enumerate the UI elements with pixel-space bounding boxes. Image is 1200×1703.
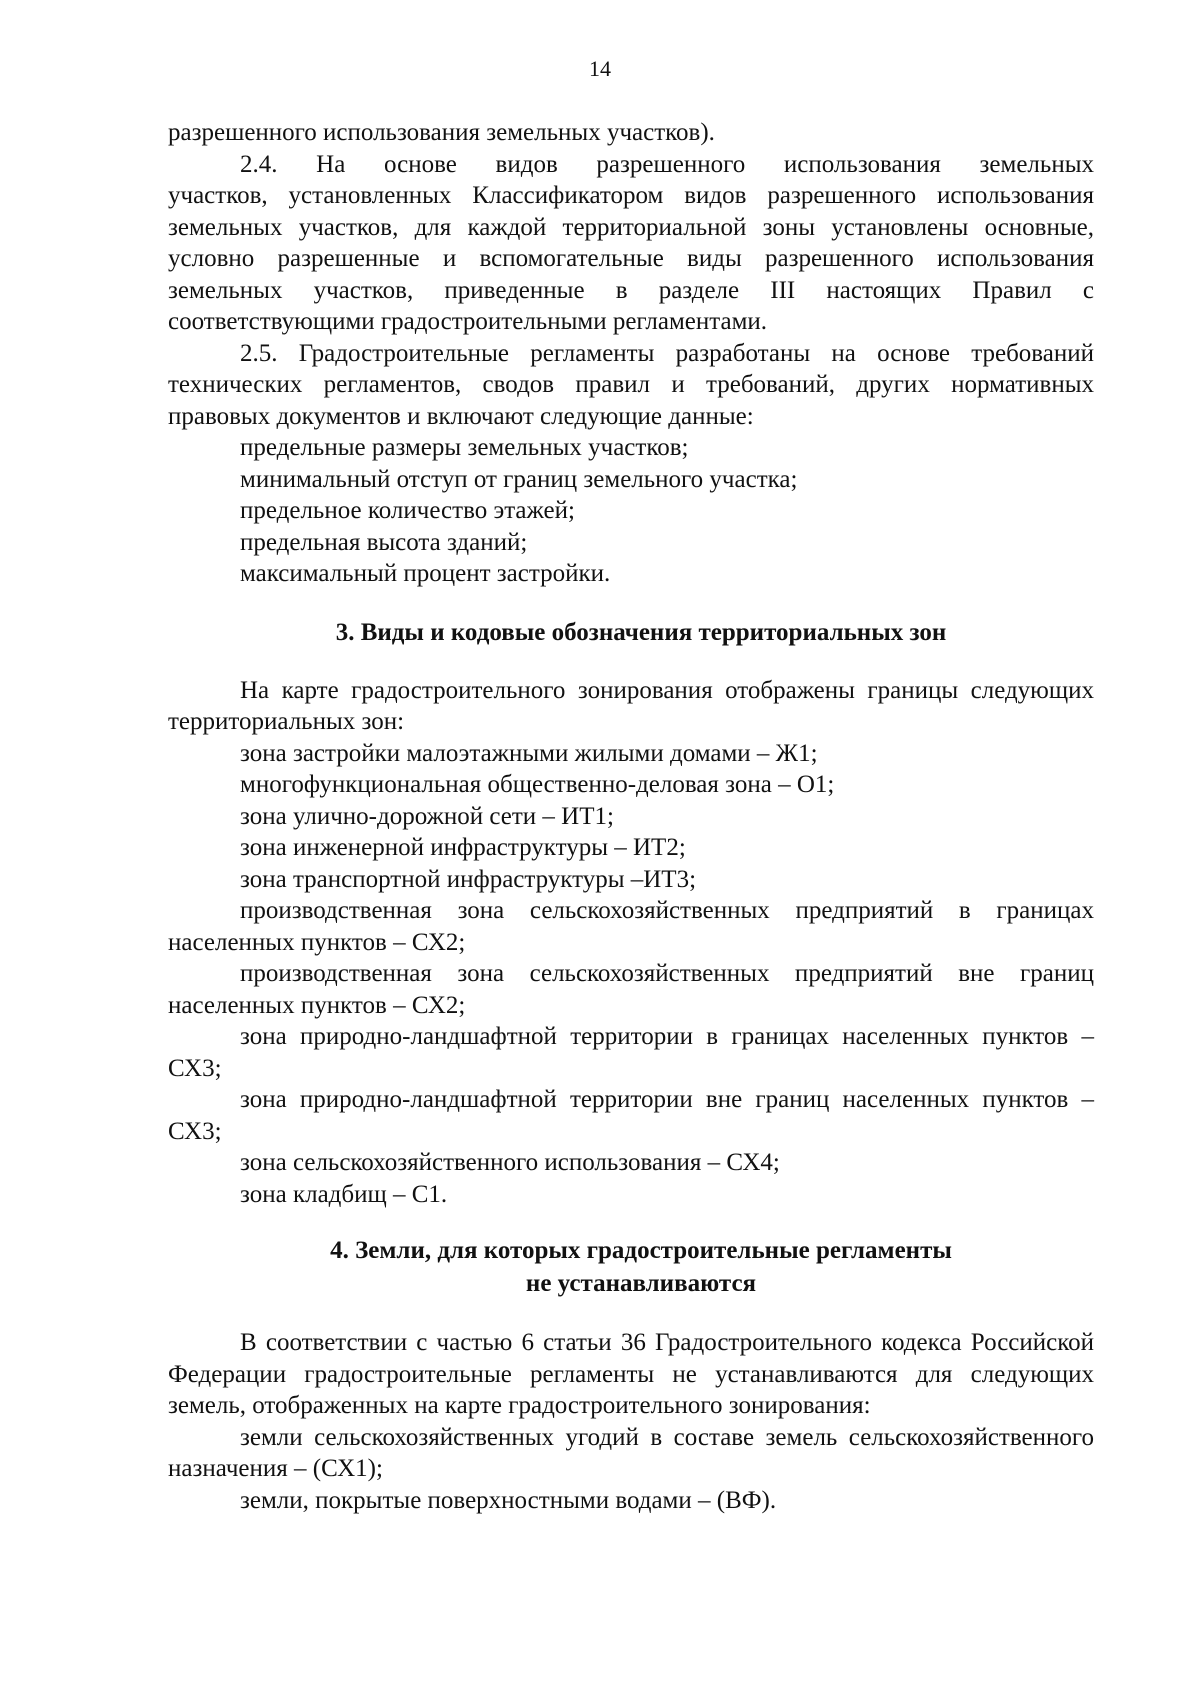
list-item: предельное количество этажей; — [240, 497, 575, 524]
list-item: предельная высота зданий; — [240, 528, 528, 556]
paragraph-2-4: участков, установленных Классификатором видов разрешенного использования земельных участков, для каждой территориальной зоны установлены основные, условно разрешенные и вспомогательные виды разрешенного использования земельных участков, приведенные в разделе III настоящих Правил с соответствующими градостроительными регламентами. — [168, 182, 1094, 335]
zone-item: производственная зона сельскохозяйственных предприятий в границах населенных пунктов – СХ2; — [168, 897, 1094, 956]
paragraph-2-4-first-line: 2.4. На основе видов разрешенного использования земельных — [240, 150, 1094, 178]
paragraph-2-5: 2.5. Градостроительные регламенты разработаны на основе требований технических регламентов, сводов правил и требований, других нормативных правовых документов и включают следующие данные: — [168, 339, 1094, 430]
zone-item: зона природно-ландшафтной территории вне границ населенных пунктов – СХ3; — [168, 1086, 1094, 1145]
zone-item: зона застройки малоэтажными жилыми домами – Ж1; — [240, 739, 818, 767]
page-number: 14 — [589, 56, 611, 81]
section-3-heading: 3. Виды и кодовые обозначения территориальных зон — [335, 618, 947, 646]
list-item: предельные размеры земельных участков; — [240, 434, 689, 461]
land-item: земли сельскохозяйственных угодий в составе земель сельскохозяйственного назначения – (СХ1); — [168, 1423, 1094, 1482]
zone-item: зона инженерной инфраструктуры – ИТ2; — [240, 834, 686, 861]
section-4-intro: В соответствии с частью 6 статьи 36 Градостроительного кодекса Российской Федерации градостроительные регламенты не устанавливаются для следующих земель, отображенных на карте градостроительного зонирования: — [168, 1329, 1094, 1419]
section-4-heading — [168, 1234, 1094, 1300]
list-item: максимальный процент застройки. — [240, 560, 611, 587]
section-4-heading-line-2: не устанавливаются — [525, 1270, 757, 1297]
section-3-intro: На карте градостроительного зонирования отображены границы следующих территориальных зон: — [168, 676, 1094, 735]
zone-item: зона кладбищ – С1. — [240, 1180, 448, 1208]
document-body — [168, 117, 1094, 1516]
list-item: минимальный отступ от границ земельного участка; — [240, 465, 798, 493]
zone-item: многофункциональная общественно-деловая зона – О1; — [240, 771, 835, 798]
zone-item: производственная зона сельскохозяйственных предприятий вне границ населенных пунктов – СХ2; — [168, 960, 1094, 1019]
zone-item: зона транспортной инфраструктуры –ИТ3; — [240, 865, 697, 893]
section-4-heading-line-1: 4. Земли, для которых градостроительные регламенты — [330, 1237, 952, 1264]
zone-item: зона природно-ландшафтной территории в границах населенных пунктов – СХ3; — [168, 1023, 1094, 1082]
land-item: земли, покрытые поверхностными водами – (ВФ). — [240, 1486, 777, 1514]
zone-item: зона сельскохозяйственного использования – СХ4; — [240, 1149, 780, 1176]
zone-item: зона улично-дорожной сети – ИТ1; — [240, 802, 614, 830]
intro-line: разрешенного использования земельных участков). — [168, 119, 715, 146]
